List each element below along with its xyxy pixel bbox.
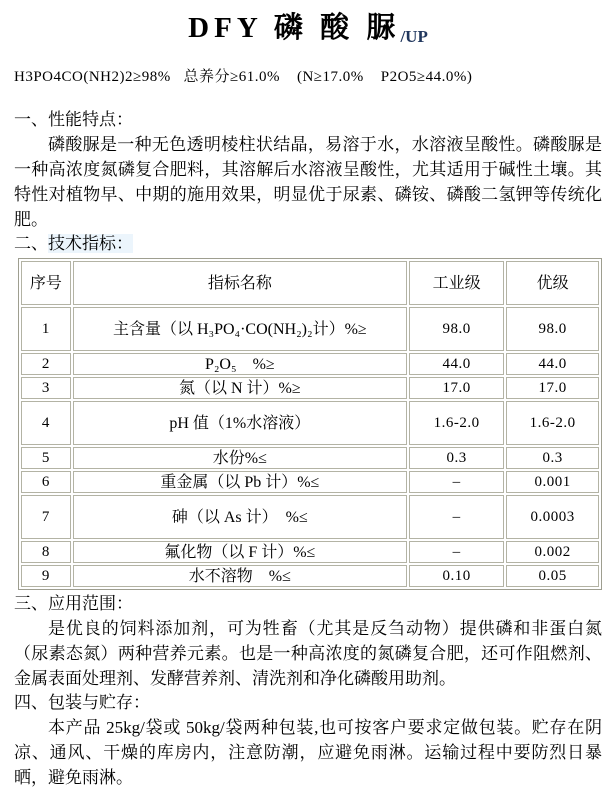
- table-row: [21, 447, 599, 469]
- cell-no: 7: [21, 495, 71, 539]
- cell-name: 水份%≤: [73, 447, 407, 469]
- cell-name: 主含量（以 H₃PO₄·CO(NH₂)₂计）%≥: [73, 307, 407, 351]
- cell-premium: 44.0: [506, 353, 599, 375]
- page-title: [14, 8, 602, 52]
- cell-industrial: 0.3: [409, 447, 504, 469]
- cell-no: 2: [21, 353, 71, 375]
- section-tech-heading-prefix: 二、: [14, 234, 48, 253]
- col-header-industrial: 工业级: [409, 261, 504, 305]
- title-suffix: /UP: [400, 27, 428, 46]
- cell-no: 6: [21, 471, 71, 493]
- section-application-body: 是优良的饲料添加剂，可为牲畜（尤其是反刍动物）提供磷和非蛋白氮（尿素态氮）两种营养元素。也是一种高浓度的氮磷复合肥，还可作阻燃剂、金属表面处理剂、发酵营养剂、清洗剂和净化磷酸用助剂。: [14, 619, 602, 688]
- cell-premium: 17.0: [506, 377, 599, 399]
- cell-no: 9: [21, 565, 71, 587]
- cell-premium: 1.6-2.0: [506, 401, 599, 445]
- cell-premium: 0.3: [506, 447, 599, 469]
- cell-industrial: 1.6-2.0: [409, 401, 504, 445]
- col-header-no: 序号: [21, 261, 71, 305]
- cell-no: 8: [21, 541, 71, 563]
- table-row: [21, 377, 599, 399]
- cell-industrial: 17.0: [409, 377, 504, 399]
- cell-premium: 0.05: [506, 565, 599, 587]
- section-performance-body: 磷酸脲是一种无色透明棱柱状结晶，易溶于水，水溶液呈酸性。磷酸脲是一种高浓度氮磷复合肥料，其溶解后水溶液呈酸性，尤其适用于碱性土壤。其特性对植物早、中期的施用效果，明显优于尿素、磷铵、磷酸二氢钾等传统化肥。: [14, 135, 602, 229]
- table-row: [21, 401, 599, 445]
- cell-name: P₂O₅ %≥: [73, 353, 407, 375]
- col-header-name: 指标名称: [73, 261, 407, 305]
- cell-no: 5: [21, 447, 71, 469]
- table-row: [21, 565, 599, 587]
- cell-premium: 98.0: [506, 307, 599, 351]
- col-header-premium: 优级: [506, 261, 599, 305]
- cell-premium: 0.001: [506, 471, 599, 493]
- section-tech-heading-label: 技术指标：: [48, 234, 133, 253]
- cell-name: 砷（以 As 计） %≤: [73, 495, 407, 539]
- section-application-heading: 三、应用范围：: [14, 594, 133, 613]
- section-tech-heading: [14, 233, 602, 255]
- table-row: [21, 353, 599, 375]
- title-main: DFY 磷 酸 脲: [188, 12, 401, 44]
- table-row: [21, 471, 599, 493]
- table-row: [21, 541, 599, 563]
- table-header-row: [21, 261, 599, 305]
- section-packaging-body: 本产品 25kg/袋或 50kg/袋两种包装,也可按客户要求定做包装。贮存在阴凉、通风、干燥的库房内，注意防潮，应避免雨淋。运输过程中要防烈日暴晒，避免雨淋。: [14, 718, 602, 787]
- section-packaging-heading: 四、包装与贮存：: [14, 693, 150, 712]
- cell-name: 氮（以 N 计）%≥: [73, 377, 407, 399]
- section-performance-heading: 一、性能特点：: [14, 110, 133, 129]
- cell-premium: 0.0003: [506, 495, 599, 539]
- cell-name: 水不溶物 %≤: [73, 565, 407, 587]
- cell-no: 3: [21, 377, 71, 399]
- table-row: [21, 307, 599, 351]
- cell-premium: 0.002: [506, 541, 599, 563]
- cell-industrial: –: [409, 471, 504, 493]
- cell-industrial: 0.10: [409, 565, 504, 587]
- table-row: [21, 495, 599, 539]
- cell-industrial: –: [409, 495, 504, 539]
- cell-industrial: –: [409, 541, 504, 563]
- spec-table: [18, 258, 602, 590]
- cell-name: 重金属（以 Pb 计）%≤: [73, 471, 407, 493]
- formula-line: H3PO4CO(NH2)2≥98% 总养分≥61.0% (N≥17.0% P2O5≥44.0%): [14, 69, 473, 85]
- cell-industrial: 98.0: [409, 307, 504, 351]
- cell-industrial: 44.0: [409, 353, 504, 375]
- cell-no: 4: [21, 401, 71, 445]
- cell-name: 氟化物（以 F 计）%≤: [73, 541, 407, 563]
- cell-no: 1: [21, 307, 71, 351]
- cell-name: pH 值（1%水溶液）: [73, 401, 407, 445]
